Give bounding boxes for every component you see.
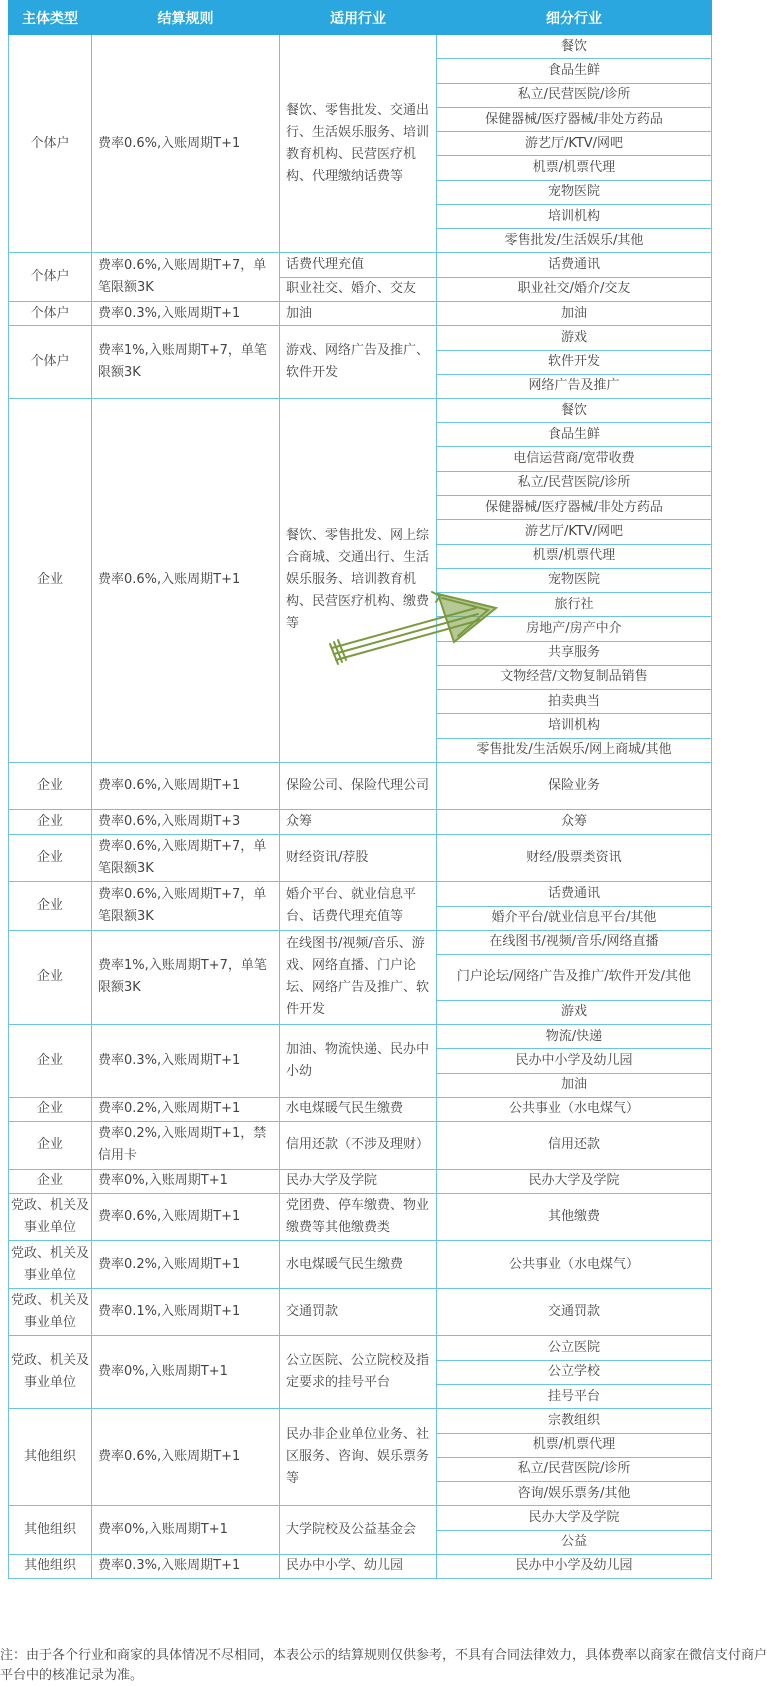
settlement-rule-cell: 费率0.6%,入账周期T+1 (92, 399, 280, 763)
sub-industry-cell: 咨询/娱乐票务/其他 (437, 1482, 712, 1506)
sub-industry-cell: 培训机构 (437, 714, 712, 738)
hand-drawn-arrow-icon (328, 588, 503, 668)
settlement-rule-cell: 费率0%,入账周期T+1 (92, 1169, 280, 1193)
subject-type-cell: 党政、机关及事业单位 (9, 1336, 92, 1409)
table-row (9, 1169, 712, 1193)
sub-industry-cell: 公共事业（水电煤气） (437, 1097, 712, 1121)
table-row (9, 35, 712, 59)
table-row (9, 810, 712, 834)
table-row (9, 1506, 712, 1530)
sub-industry-cell: 民办大学及学院 (437, 1506, 712, 1530)
sub-industry-cell: 民办大学及学院 (437, 1169, 712, 1193)
sub-industry-cell: 交通罚款 (437, 1288, 712, 1336)
settlement-rule-cell: 费率0.3%,入账周期T+1 (92, 1554, 280, 1578)
sub-industry-cell: 机票/机票代理 (437, 156, 712, 180)
table-row (9, 1409, 712, 1433)
table-row (9, 834, 712, 882)
applicable-industry-cell: 保险公司、保险代理公司 (280, 762, 437, 810)
sub-industry-cell: 零售批发/生活娱乐/网上商城/其他 (437, 738, 712, 762)
settlement-rule-cell: 费率0%,入账周期T+1 (92, 1506, 280, 1554)
sub-industry-cell: 餐饮 (437, 399, 712, 423)
table-row (9, 762, 712, 810)
applicable-industry-cell: 餐饮、零售批发、交通出行、生活娱乐服务、培训教育机构、民营医疗机构、代理缴纳话费等 (280, 35, 437, 253)
sub-industry-cell: 私立/民营医院/诊所 (437, 1457, 712, 1481)
table-row (9, 1122, 712, 1170)
sub-industry-cell: 宗教组织 (437, 1409, 712, 1433)
subject-type-cell: 个体户 (9, 35, 92, 253)
applicable-industry-cell: 婚介平台、就业信息平台、话费代理充值等 (280, 882, 437, 930)
subject-type-cell: 个体户 (9, 326, 92, 399)
applicable-industry-cell: 游戏、网络广告及推广、软件开发 (280, 326, 437, 399)
settlement-rule-cell: 费率0.6%,入账周期T+1 (92, 1193, 280, 1241)
sub-industry-cell: 话费通讯 (437, 253, 712, 277)
sub-industry-cell: 加油 (437, 1073, 712, 1097)
table-row (9, 1288, 712, 1336)
applicable-industry-cell: 民办大学及学院 (280, 1169, 437, 1193)
sub-industry-cell: 食品生鲜 (437, 59, 712, 83)
sub-industry-cell: 宠物医院 (437, 180, 712, 204)
table-header-row (9, 1, 712, 35)
sub-industry-cell: 电信运营商/宽带收费 (437, 447, 712, 471)
header-sub-industry: 细分行业 (437, 1, 712, 35)
table-row (9, 1097, 712, 1121)
sub-industry-cell: 其他缴费 (437, 1193, 712, 1241)
applicable-industry-cell: 民办中小学、幼儿园 (280, 1554, 437, 1578)
applicable-industry-cell: 财经资讯/荐股 (280, 834, 437, 882)
subject-type-cell: 其他组织 (9, 1554, 92, 1578)
subject-type-cell: 其他组织 (9, 1506, 92, 1554)
applicable-industry-cell: 公立医院、公立院校及指定要求的挂号平台 (280, 1336, 437, 1409)
sub-industry-cell: 物流/快递 (437, 1025, 712, 1049)
sub-industry-cell: 公立学校 (437, 1360, 712, 1384)
settlement-rule-cell: 费率1%,入账周期T+7，单笔限额3K (92, 326, 280, 399)
sub-industry-cell: 私立/民营医院/诊所 (437, 83, 712, 107)
sub-industry-cell: 加油 (437, 301, 712, 325)
applicable-industry-cell: 水电煤暖气民生缴费 (280, 1241, 437, 1289)
sub-industry-cell: 机票/机票代理 (437, 1433, 712, 1457)
header-applicable-industry: 适用行业 (280, 1, 437, 35)
sub-industry-cell: 游戏 (437, 1000, 712, 1024)
sub-industry-cell: 游戏 (437, 326, 712, 350)
subject-type-cell: 企业 (9, 882, 92, 930)
subject-type-cell: 其他组织 (9, 1409, 92, 1506)
applicable-industry-cell: 加油、物流快递、民办中小幼 (280, 1025, 437, 1098)
settlement-rule-cell: 费率0%,入账周期T+1 (92, 1336, 280, 1409)
applicable-industry-cell: 餐饮、零售批发、网上综合商城、交通出行、生活娱乐服务、培训教育机构、民营医疗机构、缴费等 (280, 399, 437, 763)
applicable-industry-cell: 职业社交、婚介、交友 (280, 277, 437, 301)
sub-industry-cell: 培训机构 (437, 204, 712, 228)
sub-industry-cell: 民办中小学及幼儿园 (437, 1554, 712, 1578)
subject-type-cell: 企业 (9, 810, 92, 834)
subject-type-cell: 个体户 (9, 301, 92, 325)
sub-industry-cell: 拍卖典当 (437, 690, 712, 714)
settlement-rule-cell: 费率0.2%,入账周期T+1 (92, 1241, 280, 1289)
sub-industry-cell: 餐饮 (437, 35, 712, 59)
table-row (9, 326, 712, 350)
header-settlement-rule: 结算规则 (92, 1, 280, 35)
settlement-rule-cell: 费率0.6%,入账周期T+7，单笔限额3K (92, 253, 280, 301)
table-row (9, 399, 712, 423)
settlement-rule-cell: 费率1%,入账周期T+7，单笔限额3K (92, 930, 280, 1024)
sub-industry-cell: 软件开发 (437, 350, 712, 374)
settlement-rule-cell: 费率0.1%,入账周期T+1 (92, 1288, 280, 1336)
subject-type-cell: 党政、机关及事业单位 (9, 1193, 92, 1241)
table-row (9, 253, 712, 277)
subject-type-cell: 企业 (9, 1122, 92, 1170)
header-subject-type: 主体类型 (9, 1, 92, 35)
subject-type-cell: 党政、机关及事业单位 (9, 1241, 92, 1289)
subject-type-cell: 企业 (9, 1169, 92, 1193)
sub-industry-cell: 旅行社 (437, 593, 712, 617)
sub-industry-cell: 挂号平台 (437, 1384, 712, 1408)
sub-industry-cell: 职业社交/婚介/交友 (437, 277, 712, 301)
sub-industry-cell: 信用还款 (437, 1122, 712, 1170)
sub-industry-cell: 民办中小学及幼儿园 (437, 1049, 712, 1073)
table-row (9, 882, 712, 906)
sub-industry-cell: 话费通讯 (437, 882, 712, 906)
applicable-industry-cell: 水电煤暖气民生缴费 (280, 1097, 437, 1121)
sub-industry-cell: 公共事业（水电煤气） (437, 1241, 712, 1289)
sub-industry-cell: 公益 (437, 1530, 712, 1554)
sub-industry-cell: 文物经营/文物复制品销售 (437, 665, 712, 689)
sub-industry-cell: 公立医院 (437, 1336, 712, 1360)
applicable-industry-cell: 话费代理充值 (280, 253, 437, 277)
subject-type-cell: 企业 (9, 1097, 92, 1121)
applicable-industry-cell: 大学院校及公益基金会 (280, 1506, 437, 1554)
table-row (9, 301, 712, 325)
settlement-rule-cell: 费率0.6%,入账周期T+1 (92, 1409, 280, 1506)
table-row (9, 1554, 712, 1578)
sub-industry-cell: 宠物医院 (437, 568, 712, 592)
applicable-industry-cell: 加油 (280, 301, 437, 325)
sub-industry-cell: 游艺厅/KTV/网吧 (437, 132, 712, 156)
applicable-industry-cell: 民办非企业单位业务、社区服务、咨询、娱乐票务等 (280, 1409, 437, 1506)
subject-type-cell: 企业 (9, 399, 92, 763)
sub-industry-cell: 门户论坛/网络广告及推广/软件开发/其他 (437, 954, 712, 1000)
applicable-industry-cell: 众筹 (280, 810, 437, 834)
table-row (9, 1025, 712, 1049)
settlement-rule-cell: 费率0.3%,入账周期T+1 (92, 301, 280, 325)
settlement-rule-cell: 费率0.6%,入账周期T+1 (92, 762, 280, 810)
table-row (9, 1336, 712, 1360)
subject-type-cell: 企业 (9, 834, 92, 882)
subject-type-cell: 个体户 (9, 253, 92, 301)
applicable-industry-cell: 交通罚款 (280, 1288, 437, 1336)
settlement-rule-cell: 费率0.2%,入账周期T+1 (92, 1097, 280, 1121)
sub-industry-cell: 保健器械/医疗器械/非处方药品 (437, 107, 712, 131)
sub-industry-cell: 在线图书/视频/音乐/网络直播 (437, 930, 712, 954)
sub-industry-cell: 保险业务 (437, 762, 712, 810)
sub-industry-cell: 私立/民营医院/诊所 (437, 471, 712, 495)
subject-type-cell: 企业 (9, 930, 92, 1024)
applicable-industry-cell: 党团费、停车缴费、物业缴费等其他缴费类 (280, 1193, 437, 1241)
settlement-rule-cell: 费率0.6%,入账周期T+7，单笔限额3K (92, 834, 280, 882)
sub-industry-cell: 财经/股票类资讯 (437, 834, 712, 882)
sub-industry-cell: 保健器械/医疗器械/非处方药品 (437, 496, 712, 520)
sub-industry-cell: 共享服务 (437, 641, 712, 665)
table-row (9, 1241, 712, 1289)
subject-type-cell: 企业 (9, 1025, 92, 1098)
applicable-industry-cell: 在线图书/视频/音乐、游戏、网络直播、门户论坛、网络广告及推广、软件开发 (280, 930, 437, 1024)
sub-industry-cell: 房地产/房产中介 (437, 617, 712, 641)
settlement-rule-cell: 费率0.2%,入账周期T+1，禁信用卡 (92, 1122, 280, 1170)
settlement-rule-cell: 费率0.3%,入账周期T+1 (92, 1025, 280, 1098)
table-row (9, 1193, 712, 1241)
sub-industry-cell: 网络广告及推广 (437, 374, 712, 398)
sub-industry-cell: 机票/机票代理 (437, 544, 712, 568)
settlement-rule-cell: 费率0.6%,入账周期T+1 (92, 35, 280, 253)
subject-type-cell: 党政、机关及事业单位 (9, 1288, 92, 1336)
sub-industry-cell: 众筹 (437, 810, 712, 834)
sub-industry-cell: 婚介平台/就业信息平台/其他 (437, 906, 712, 930)
footnote: 注：由于各个行业和商家的具体情况不尽相同，本表公示的结算规则仅供参考，不具有合同法律效力，具体费率以商家在微信支付商户平台中的核准记录为准。 (0, 1648, 767, 1683)
applicable-industry-cell: 信用还款（不涉及理财） (280, 1122, 437, 1170)
table-row (9, 930, 712, 954)
sub-industry-cell: 零售批发/生活娱乐/其他 (437, 229, 712, 253)
sub-industry-cell: 食品生鲜 (437, 423, 712, 447)
subject-type-cell: 企业 (9, 762, 92, 810)
sub-industry-cell: 游艺厅/KTV/网吧 (437, 520, 712, 544)
settlement-rule-cell: 费率0.6%,入账周期T+3 (92, 810, 280, 834)
settlement-rules-table (8, 0, 712, 1579)
settlement-rule-cell: 费率0.6%,入账周期T+7，单笔限额3K (92, 882, 280, 930)
